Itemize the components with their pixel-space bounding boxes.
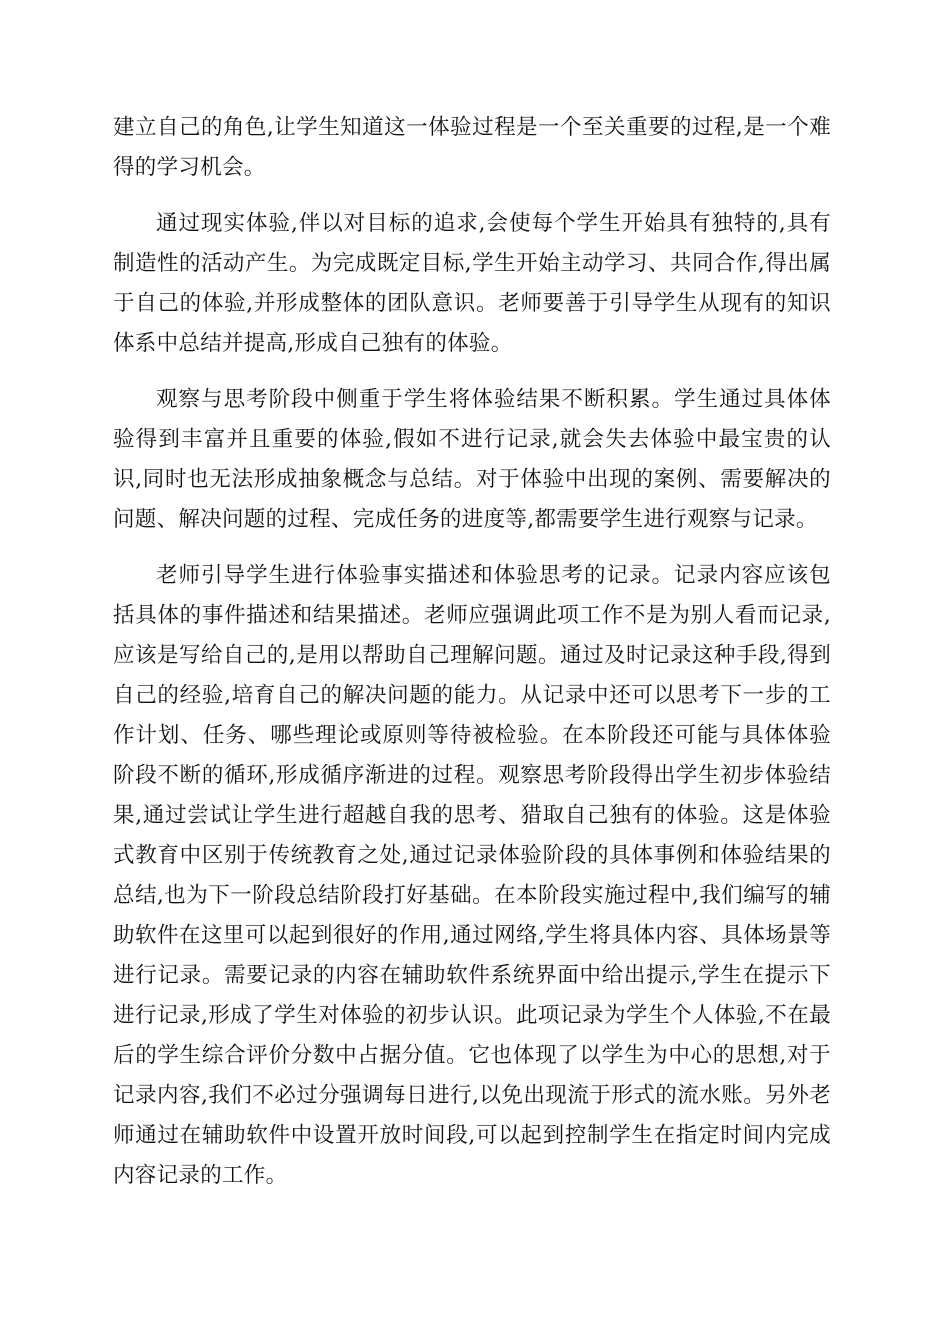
document-page <box>113 108 831 1212</box>
paragraph-continuation: 建立自己的角色,让学生知道这一体验过程是一个至关重要的过程,是一个难得的学习机会。 <box>113 115 831 180</box>
paragraph-real-experience: 通过现实体验,伴以对目标的追求,会使每个学生开始具有独特的,具有制造性的活动产生。为完成既定目标,学生开始主动学习、共同合作,得出属于自己的体验,并形成整体的团队意识。老师要善于引导学生从现有的知识体系中总结并提高,形成自己独有的体验。 <box>113 211 831 356</box>
paragraph-observation-reflection: 观察与思考阶段中侧重于学生将体验结果不断积累。学生通过具体体验得到丰富并且重要的体验,假如不进行记录,就会失去体验中最宝贵的认识,同时也无法形成抽象概念与总结。对于体验中出现的案例、需要解决的问题、解决问题的过程、完成任务的进度等,都需要学生进行观察与记录。 <box>113 387 831 532</box>
paragraph-teacher-guidance: 老师引导学生进行体验事实描述和体验思考的记录。记录内容应该包括具体的事件描述和结果描述。老师应强调此项工作不是为别人看而记录,应该是写给自己的,是用以帮助自己理解问题。通过及时记录这种手段,得到自己的经验,培育自己的解决问题的能力。从记录中还可以思考下一步的工作计划、任务、哪些理论或原则等待被检验。在本阶段还可能与具体体验阶段不断的循环,形成循序渐进的过程。观察思考阶段得出学生初步体验结果,通过尝试让学生进行超越自我的思考、猎取自己独有的体验。这是体验式教育中区别于传统教育之处,通过记录体验阶段的具体事例和体验结果的总结,也为下一阶段总结阶段打好基础。在本阶段实施过程中,我们编写的辅助软件在这里可以起到很好的作用,通过网络,学生将具体内容、具体场景等进行记录。需要记录的内容在辅助软件系统界面中给出提示,学生在提示下进行记录,形成了学生对体验的初步认识。此项记录为学生个人体验,不在最后的学生综合评价分数中占据分值。它也体现了以学生为中心的思想,对于记录内容,我们不必过分强调每日进行,以免出现流于形式的流水账。另外老师通过在辅助软件中设置开放时间段,可以起到控制学生在指定时间内完成内容记录的工作。 <box>113 563 831 1188</box>
